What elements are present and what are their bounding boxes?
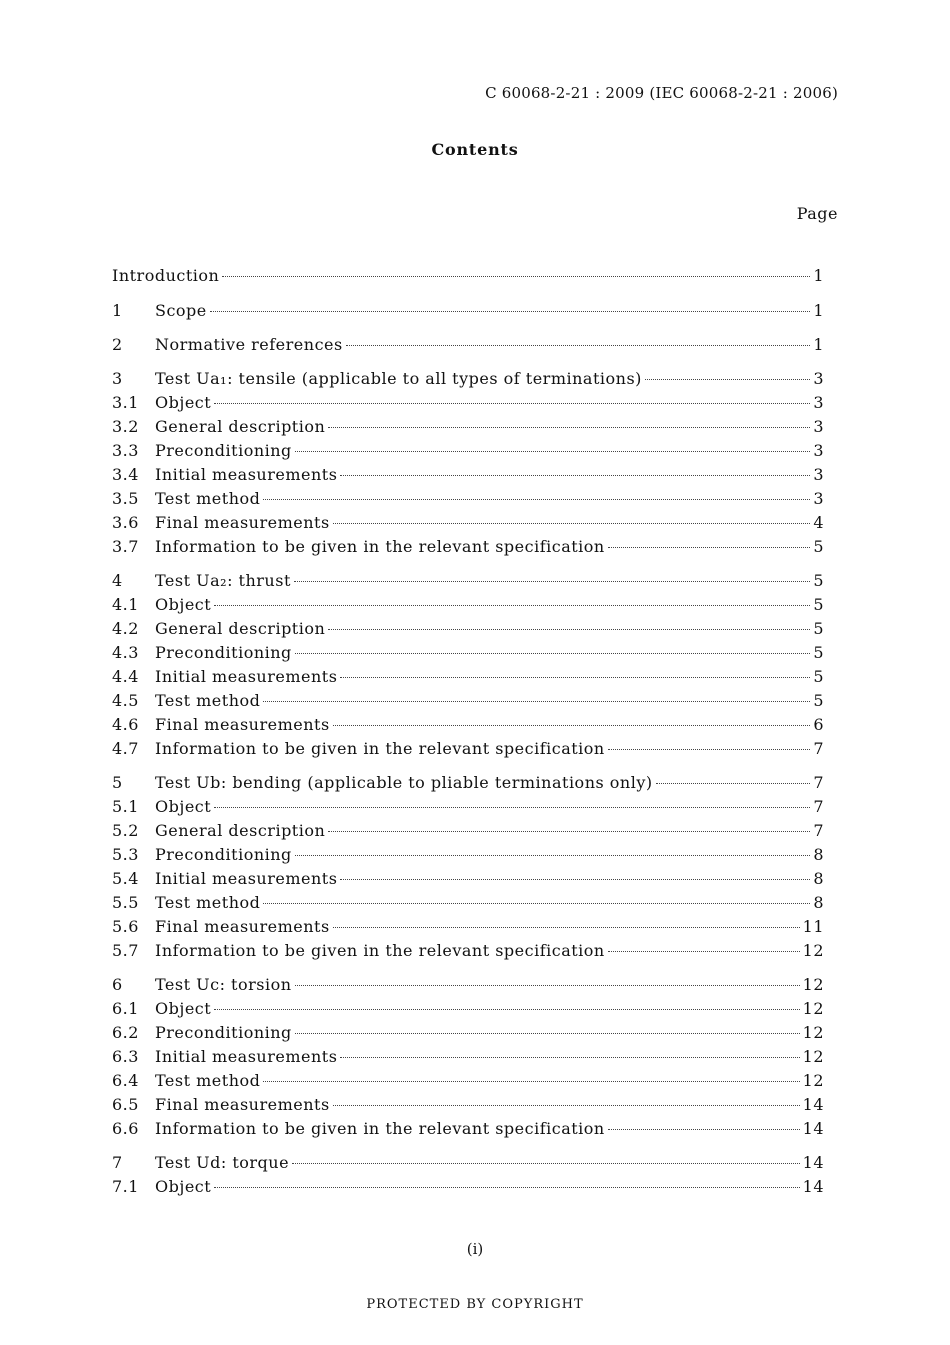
toc-entry-page: 1 bbox=[813, 266, 824, 285]
dot-leader bbox=[263, 499, 810, 500]
toc-entry-number: 6.6 bbox=[112, 1119, 139, 1138]
toc-entry-title: Preconditioning bbox=[155, 643, 292, 662]
toc-entry-title: Information to be given in the relevant specification bbox=[155, 739, 605, 758]
toc-entry-page: 5 bbox=[813, 691, 824, 710]
toc-entry-page: 11 bbox=[802, 917, 824, 936]
toc-entry[interactable] bbox=[112, 617, 824, 641]
toc-group bbox=[112, 973, 824, 1141]
dot-leader bbox=[214, 605, 810, 606]
toc-group bbox=[112, 1151, 824, 1199]
toc-entry-number: 6.4 bbox=[112, 1071, 139, 1090]
dot-leader bbox=[346, 345, 811, 346]
toc-entry-page: 12 bbox=[802, 941, 824, 960]
toc-entry-number: 5.6 bbox=[112, 917, 139, 936]
toc-entry-title: Introduction bbox=[112, 266, 220, 285]
toc-entry-page: 12 bbox=[802, 999, 824, 1018]
table-of-contents bbox=[112, 264, 824, 1209]
toc-entry[interactable] bbox=[112, 771, 824, 795]
toc-entry[interactable] bbox=[112, 689, 824, 713]
dot-leader bbox=[608, 547, 811, 548]
dot-leader bbox=[263, 701, 810, 702]
dot-leader bbox=[608, 1129, 800, 1130]
toc-entry[interactable] bbox=[112, 1151, 824, 1175]
toc-group bbox=[112, 333, 824, 357]
toc-entry[interactable] bbox=[112, 641, 824, 665]
toc-entry[interactable] bbox=[112, 391, 824, 415]
dot-leader bbox=[608, 749, 811, 750]
dot-leader bbox=[222, 276, 810, 277]
toc-group bbox=[112, 264, 824, 288]
toc-entry-number: 3.6 bbox=[112, 513, 139, 532]
toc-entry[interactable] bbox=[112, 1069, 824, 1093]
toc-entry-title: Test method bbox=[155, 691, 261, 710]
toc-entry-page: 12 bbox=[802, 975, 824, 994]
dot-leader bbox=[333, 927, 800, 928]
toc-entry-page: 7 bbox=[813, 739, 824, 758]
toc-entry-title: General description bbox=[155, 821, 326, 840]
toc-entry-title: Information to be given in the relevant specification bbox=[155, 941, 605, 960]
toc-entry-page: 12 bbox=[802, 1047, 824, 1066]
toc-entry[interactable] bbox=[112, 299, 824, 323]
toc-entry-title: Information to be given in the relevant specification bbox=[155, 1119, 605, 1138]
toc-entry-title: Initial measurements bbox=[155, 465, 338, 484]
toc-entry[interactable] bbox=[112, 713, 824, 737]
dot-leader bbox=[340, 1057, 799, 1058]
toc-entry[interactable] bbox=[112, 997, 824, 1021]
toc-group bbox=[112, 367, 824, 559]
toc-entry-number: 3.4 bbox=[112, 465, 139, 484]
toc-entry-number: 3 bbox=[112, 369, 123, 388]
toc-entry-page: 3 bbox=[813, 465, 824, 484]
dot-leader bbox=[328, 427, 810, 428]
toc-entry-number: 1 bbox=[112, 301, 123, 320]
dot-leader bbox=[295, 1033, 800, 1034]
dot-leader bbox=[328, 831, 810, 832]
toc-entry-title: Test Ua₂: thrust bbox=[155, 571, 291, 590]
toc-entry-page: 6 bbox=[813, 715, 824, 734]
toc-entry-title: Scope bbox=[155, 301, 207, 320]
toc-entry-title: Preconditioning bbox=[155, 441, 292, 460]
toc-entry[interactable] bbox=[112, 415, 824, 439]
toc-entry[interactable] bbox=[112, 1117, 824, 1141]
toc-entry-number: 4.7 bbox=[112, 739, 139, 758]
dot-leader bbox=[333, 1105, 800, 1106]
dot-leader bbox=[263, 1081, 799, 1082]
toc-entry[interactable] bbox=[112, 569, 824, 593]
toc-entry-title: Initial measurements bbox=[155, 1047, 338, 1066]
toc-entry-page: 12 bbox=[802, 1023, 824, 1042]
dot-leader bbox=[294, 581, 810, 582]
toc-entry-page: 1 bbox=[813, 335, 824, 354]
toc-entry-title: Test method bbox=[155, 489, 261, 508]
toc-entry[interactable] bbox=[112, 891, 824, 915]
toc-entry[interactable] bbox=[112, 819, 824, 843]
toc-entry-title: Preconditioning bbox=[155, 1023, 292, 1042]
toc-entry[interactable] bbox=[112, 1093, 824, 1117]
dot-leader bbox=[210, 311, 811, 312]
toc-entry-number: 4.5 bbox=[112, 691, 139, 710]
toc-entry-number: 3.1 bbox=[112, 393, 139, 412]
toc-entry-title: Normative references bbox=[155, 335, 343, 354]
toc-entry-page: 14 bbox=[802, 1177, 824, 1196]
toc-entry-title: Object bbox=[155, 393, 212, 412]
dot-leader bbox=[340, 677, 810, 678]
toc-entry[interactable] bbox=[112, 665, 824, 689]
toc-entry[interactable] bbox=[112, 367, 824, 391]
toc-entry-number: 5 bbox=[112, 773, 123, 792]
dot-leader bbox=[295, 985, 800, 986]
toc-entry-number: 5.3 bbox=[112, 845, 139, 864]
toc-entry-page: 14 bbox=[802, 1153, 824, 1172]
toc-entry-title: Test Ua₁: tensile (applicable to all types of terminations) bbox=[155, 369, 642, 388]
toc-entry-number: 3.5 bbox=[112, 489, 139, 508]
toc-entry-number: 2 bbox=[112, 335, 123, 354]
toc-entry-page: 7 bbox=[813, 797, 824, 816]
toc-entry-page: 4 bbox=[813, 513, 824, 532]
toc-entry-title: Final measurements bbox=[155, 715, 330, 734]
toc-entry-page: 3 bbox=[813, 489, 824, 508]
toc-entry[interactable] bbox=[112, 737, 824, 761]
toc-entry-page: 5 bbox=[813, 595, 824, 614]
toc-group bbox=[112, 569, 824, 761]
toc-entry-number: 6.2 bbox=[112, 1023, 139, 1042]
toc-entry-number: 4.4 bbox=[112, 667, 139, 686]
toc-entry-title: Object bbox=[155, 797, 212, 816]
toc-entry-number: 7.1 bbox=[112, 1177, 139, 1196]
dot-leader bbox=[214, 1009, 799, 1010]
toc-entry[interactable] bbox=[112, 333, 824, 357]
dot-leader bbox=[656, 783, 811, 784]
toc-entry-title: Object bbox=[155, 1177, 212, 1196]
toc-entry-page: 5 bbox=[813, 667, 824, 686]
toc-entry-title: General description bbox=[155, 417, 326, 436]
toc-entry-page: 3 bbox=[813, 369, 824, 388]
toc-entry-title: Test method bbox=[155, 893, 261, 912]
toc-entry[interactable] bbox=[112, 1021, 824, 1045]
toc-entry-number: 5.5 bbox=[112, 893, 139, 912]
toc-entry-number: 6 bbox=[112, 975, 123, 994]
toc-entry-number: 3.3 bbox=[112, 441, 139, 460]
toc-entry-number: 5.1 bbox=[112, 797, 139, 816]
toc-entry[interactable] bbox=[112, 1175, 824, 1199]
toc-entry[interactable] bbox=[112, 1045, 824, 1069]
toc-entry-number: 3.2 bbox=[112, 417, 139, 436]
toc-entry-title: Information to be given in the relevant specification bbox=[155, 537, 605, 556]
toc-entry[interactable] bbox=[112, 439, 824, 463]
dot-leader bbox=[328, 629, 810, 630]
copyright-footer: PROTECTED BY COPYRIGHT bbox=[366, 1297, 584, 1312]
toc-group bbox=[112, 299, 824, 323]
dot-leader bbox=[295, 653, 811, 654]
toc-entry[interactable] bbox=[112, 264, 824, 288]
toc-entry[interactable] bbox=[112, 463, 824, 487]
toc-entry-title: Object bbox=[155, 595, 212, 614]
toc-entry-title: Final measurements bbox=[155, 513, 330, 532]
page-title: Contents bbox=[431, 140, 519, 159]
toc-entry-number: 5.4 bbox=[112, 869, 139, 888]
toc-entry[interactable] bbox=[112, 973, 824, 997]
toc-entry-title: General description bbox=[155, 619, 326, 638]
toc-entry-number: 4.2 bbox=[112, 619, 139, 638]
toc-entry-page: 5 bbox=[813, 571, 824, 590]
toc-entry-title: Initial measurements bbox=[155, 667, 338, 686]
dot-leader bbox=[295, 855, 811, 856]
toc-entry[interactable] bbox=[112, 795, 824, 819]
toc-entry-number: 5.2 bbox=[112, 821, 139, 840]
toc-entry-number: 5.7 bbox=[112, 941, 139, 960]
dot-leader bbox=[295, 451, 811, 452]
toc-entry-number: 4.3 bbox=[112, 643, 139, 662]
toc-entry-title: Test Uc: torsion bbox=[155, 975, 292, 994]
toc-entry[interactable] bbox=[112, 843, 824, 867]
toc-entry-number: 7 bbox=[112, 1153, 123, 1172]
dot-leader bbox=[340, 879, 810, 880]
toc-entry-number: 4 bbox=[112, 571, 123, 590]
dot-leader bbox=[292, 1163, 800, 1164]
toc-entry-title: Test method bbox=[155, 1071, 261, 1090]
toc-entry-title: Test Ub: bending (applicable to pliable terminations only) bbox=[155, 773, 653, 792]
toc-entry-page: 3 bbox=[813, 441, 824, 460]
document-header: C 60068-2-21 : 2009 (IEC 60068-2-21 : 2006) bbox=[485, 84, 838, 102]
dot-leader bbox=[214, 403, 810, 404]
dot-leader bbox=[333, 725, 811, 726]
toc-entry[interactable] bbox=[112, 939, 824, 963]
toc-entry-page: 8 bbox=[813, 845, 824, 864]
toc-entry[interactable] bbox=[112, 511, 824, 535]
toc-entry-page: 5 bbox=[813, 643, 824, 662]
toc-entry-page: 3 bbox=[813, 417, 824, 436]
toc-entry-page: 8 bbox=[813, 893, 824, 912]
toc-entry-number: 6.3 bbox=[112, 1047, 139, 1066]
toc-entry-number: 6.5 bbox=[112, 1095, 139, 1114]
toc-entry-page: 1 bbox=[813, 301, 824, 320]
toc-entry-page: 12 bbox=[802, 1071, 824, 1090]
toc-entry-number: 4.1 bbox=[112, 595, 139, 614]
toc-entry[interactable] bbox=[112, 487, 824, 511]
toc-entry-number: 4.6 bbox=[112, 715, 139, 734]
toc-entry[interactable] bbox=[112, 593, 824, 617]
toc-entry-page: 5 bbox=[813, 537, 824, 556]
dot-leader bbox=[263, 903, 810, 904]
toc-entry[interactable] bbox=[112, 867, 824, 891]
toc-entry-number: 6.1 bbox=[112, 999, 139, 1018]
toc-entry-page: 14 bbox=[802, 1095, 824, 1114]
dot-leader bbox=[608, 951, 800, 952]
toc-entry-number: 3.7 bbox=[112, 537, 139, 556]
toc-entry-page: 8 bbox=[813, 869, 824, 888]
dot-leader bbox=[214, 807, 810, 808]
toc-entry-title: Initial measurements bbox=[155, 869, 338, 888]
dot-leader bbox=[340, 475, 810, 476]
toc-entry-title: Final measurements bbox=[155, 917, 330, 936]
dot-leader bbox=[214, 1187, 799, 1188]
toc-entry-title: Preconditioning bbox=[155, 845, 292, 864]
toc-entry-page: 7 bbox=[813, 821, 824, 840]
toc-entry[interactable] bbox=[112, 535, 824, 559]
toc-entry-page: 14 bbox=[802, 1119, 824, 1138]
dot-leader bbox=[333, 523, 811, 524]
page-column-label: Page bbox=[796, 204, 838, 223]
toc-entry-title: Test Ud: torque bbox=[155, 1153, 290, 1172]
toc-group bbox=[112, 771, 824, 963]
toc-entry-page: 7 bbox=[813, 773, 824, 792]
dot-leader bbox=[645, 379, 810, 380]
toc-entry-title: Object bbox=[155, 999, 212, 1018]
toc-entry-page: 5 bbox=[813, 619, 824, 638]
toc-entry-page: 3 bbox=[813, 393, 824, 412]
page-number: (i) bbox=[466, 1240, 484, 1258]
toc-entry[interactable] bbox=[112, 915, 824, 939]
toc-entry-title: Final measurements bbox=[155, 1095, 330, 1114]
